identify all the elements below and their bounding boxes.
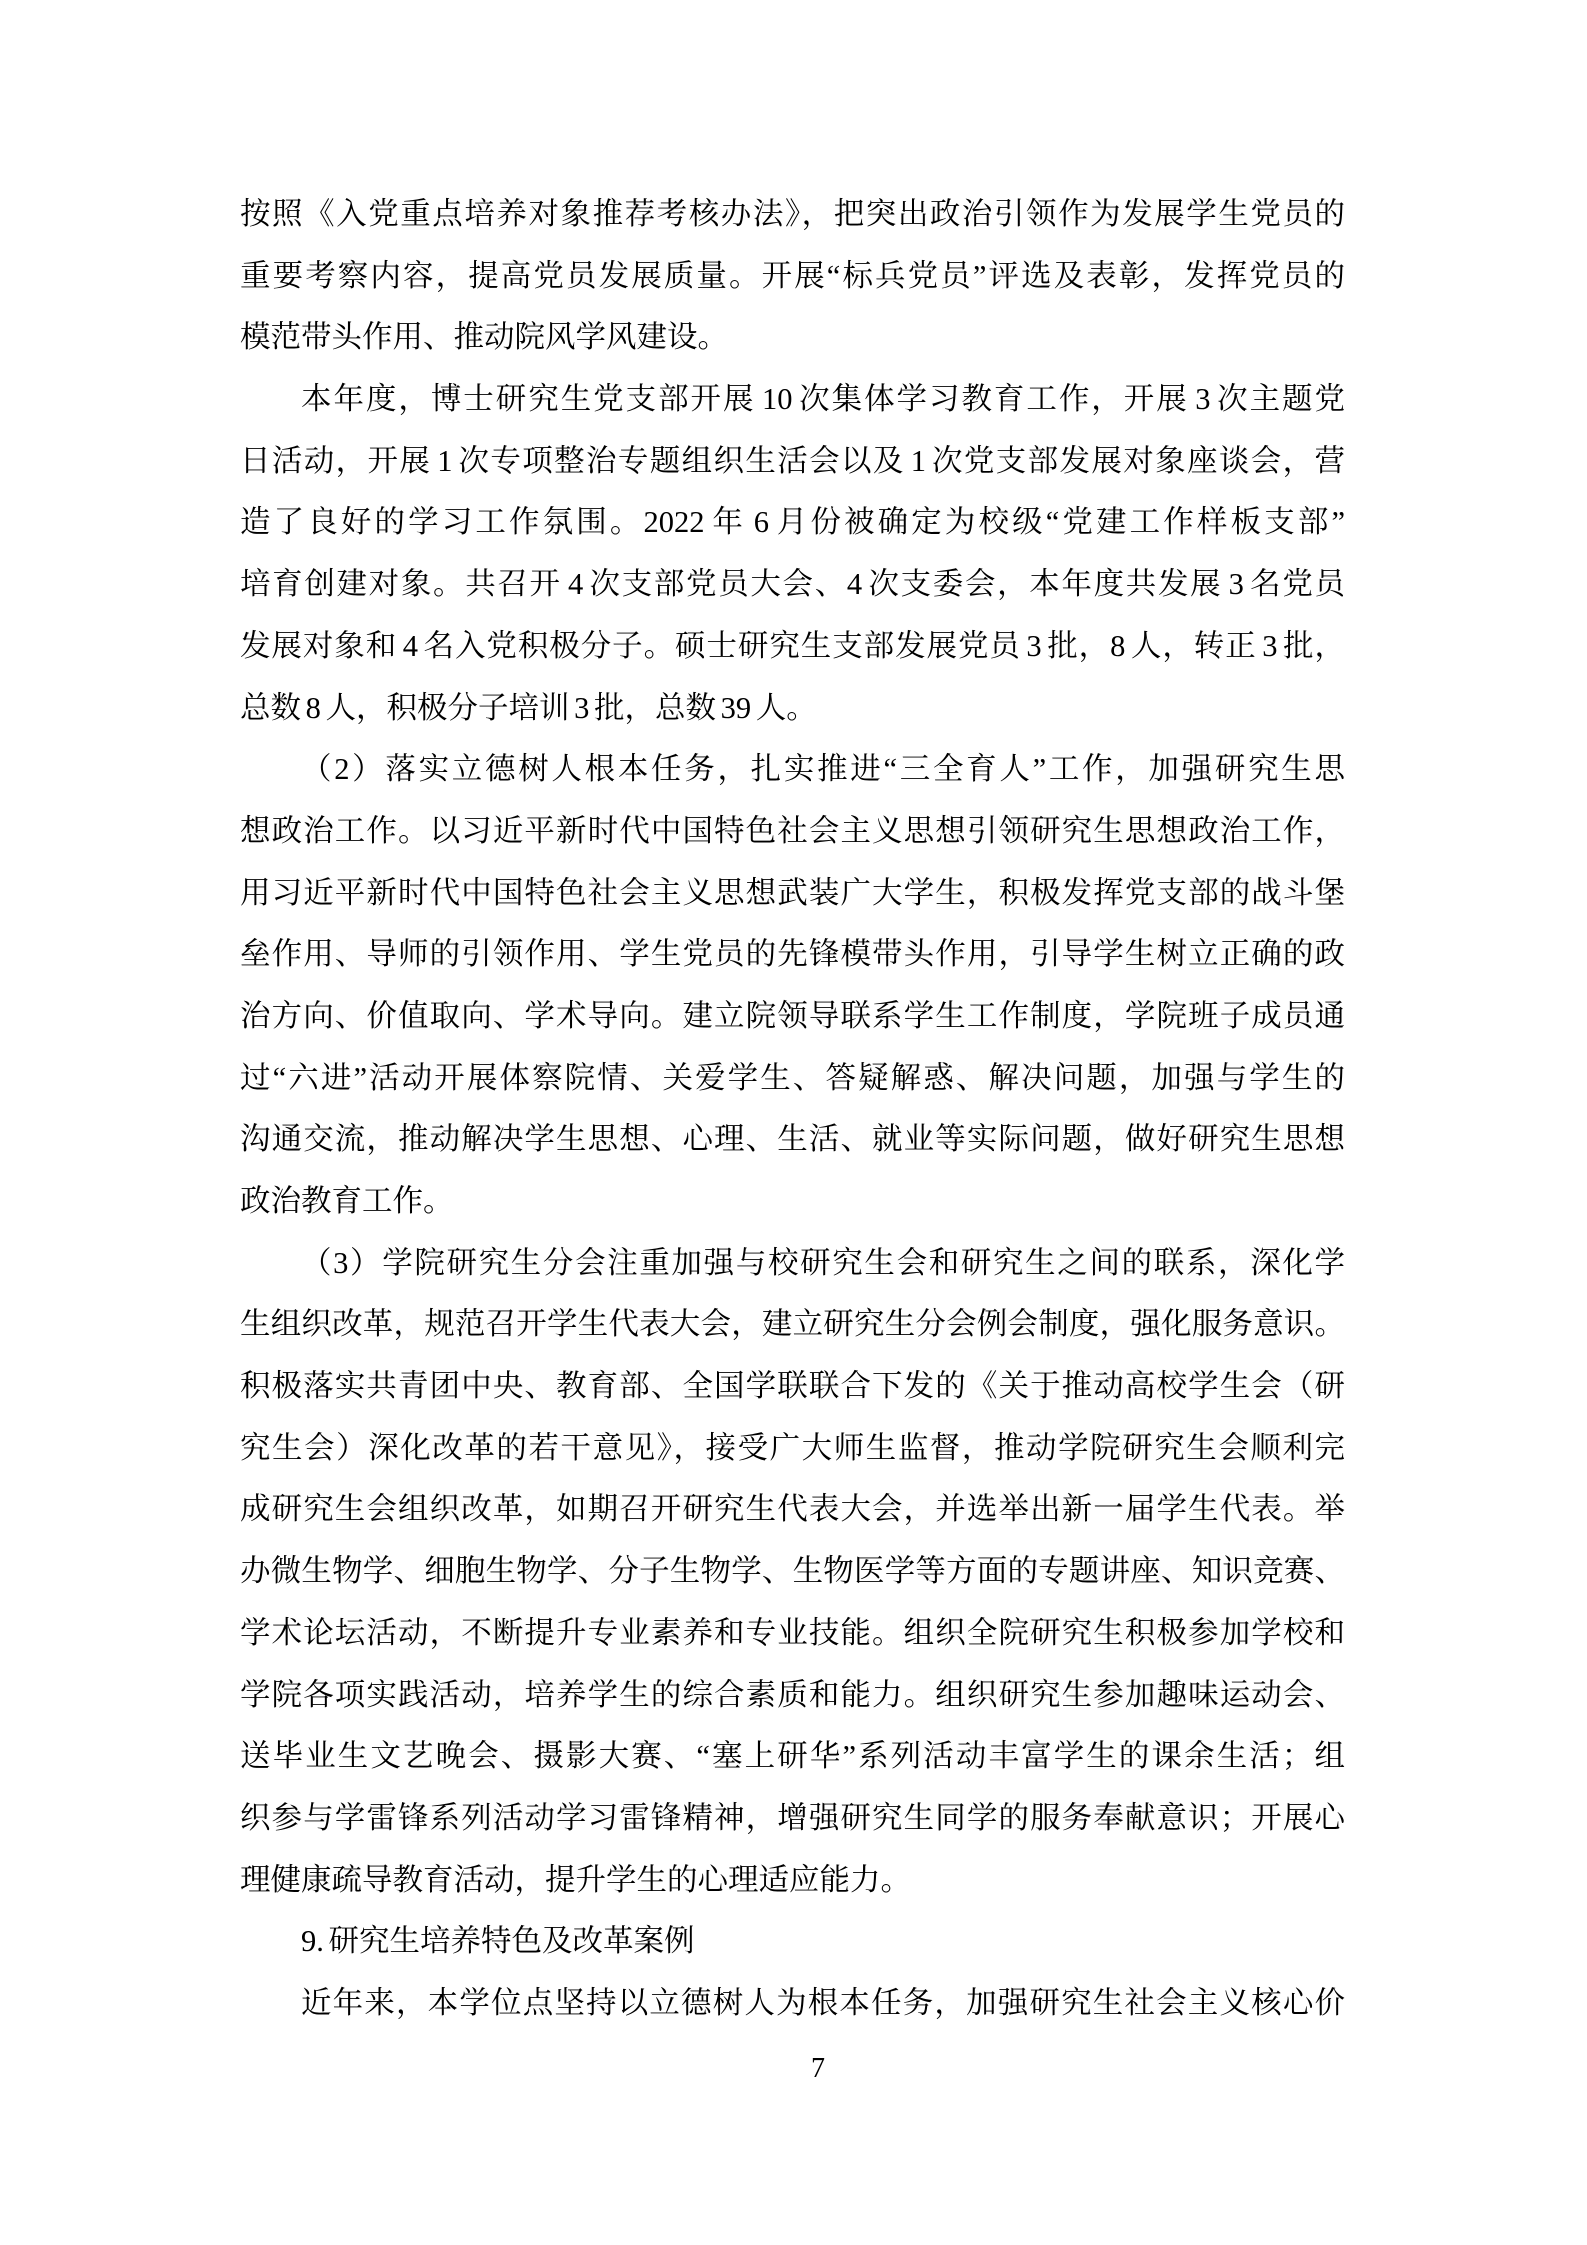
- text-line: 重要考察内容，提高党员发展质量。开展“标兵党员”评选及表彰，发挥党员的: [240, 258, 1345, 293]
- text-line: 总数 8 人，积极分子培训 3 批，总数 39 人。: [240, 690, 817, 725]
- text-line: 积极落实共青团中央、教育部、全国学联联合下发的《关于推动高校学生会（研: [240, 1369, 1345, 1404]
- text-line: 想政治工作。以习近平新时代中国特色社会主义思想引领研究生思想政治工作，: [240, 813, 1345, 848]
- text-line: 日活动，开展 1 次专项整治专题组织生活会以及 1 次党支部发展对象座谈会，营: [240, 443, 1345, 478]
- text-line: 发展对象和 4 名入党积极分子。硕士研究生支部发展党员 3 批，8 人，转正 3 批，: [240, 628, 1345, 663]
- text-line: 模范带头作用、推动院风学风建设。: [240, 320, 728, 355]
- text-line: 办微生物学、细胞生物学、分子生物学、生物医学等方面的专题讲座、知识竞赛、: [240, 1554, 1345, 1589]
- text-line: 9. 研究生培养特色及改革案例: [301, 1924, 695, 1959]
- text-line: 理健康疏导教育活动，提升学生的心理适应能力。: [240, 1862, 911, 1897]
- text-line: 织参与学雷锋系列活动学习雷锋精神，增强研究生同学的服务奉献意识；开展心: [240, 1800, 1345, 1835]
- text-line: 学术论坛活动，不断提升专业素养和专业技能。组织全院研究生积极参加学校和: [240, 1615, 1345, 1650]
- text-line: 生组织改革，规范召开学生代表大会，建立研究生分会例会制度，强化服务意识。: [240, 1307, 1345, 1342]
- text-line: 沟通交流，推动解决学生思想、心理、生活、就业等实际问题，做好研究生思想: [240, 1122, 1345, 1157]
- document-body: [240, 184, 1345, 2035]
- text-line: 近年来，本学位点坚持以立德树人为根本任务，加强研究生社会主义核心价: [301, 1985, 1345, 2020]
- page-number: 7: [811, 2053, 825, 2084]
- text-line: 培育创建对象。共召开 4 次支部党员大会、4 次支委会，本年度共发展 3 名党员: [240, 567, 1345, 602]
- text-line: 治方向、价值取向、学术导向。建立院领导联系学生工作制度，学院班子成员通: [240, 998, 1345, 1033]
- text-line: （2）落实立德树人根本任务，扎实推进“三全育人”工作，加强研究生思: [301, 752, 1345, 787]
- text-line: 过“六进”活动开展体察院情、关爱学生、答疑解惑、解决问题，加强与学生的: [240, 1060, 1345, 1095]
- text-line: 造了良好的学习工作氛围。2022 年 6 月份被确定为校级“党建工作样板支部”: [240, 505, 1345, 540]
- text-line: 垒作用、导师的引领作用、学生党员的先锋模带头作用，引导学生树立正确的政: [240, 937, 1345, 972]
- text-line: 按照《入党重点培养对象推荐考核办法》，把突出政治引领作为发展学生党员的: [240, 197, 1345, 231]
- text-line: 用习近平新时代中国特色社会主义思想武装广大学生，积极发挥党支部的战斗堡: [240, 875, 1345, 910]
- text-line: 本年度，博士研究生党支部开展 10 次集体学习教育工作，开展 3 次主题党: [301, 382, 1345, 417]
- text-line: 送毕业生文艺晚会、摄影大赛、“塞上研华”系列活动丰富学生的课余生活；组: [240, 1739, 1345, 1774]
- text-line: 政治教育工作。: [240, 1184, 454, 1218]
- text-line: （3）学院研究生分会注重加强与校研究生会和研究生之间的联系，深化学: [301, 1245, 1345, 1280]
- text-line: 学院各项实践活动，培养学生的综合素质和能力。组织研究生参加趣味运动会、: [240, 1677, 1345, 1712]
- text-line: 究生会）深化改革的若干意见》，接受广大师生监督，推动学院研究生会顺利完: [240, 1430, 1345, 1465]
- text-line: 成研究生会组织改革，如期召开研究生代表大会，并选举出新一届学生代表。举: [240, 1492, 1345, 1527]
